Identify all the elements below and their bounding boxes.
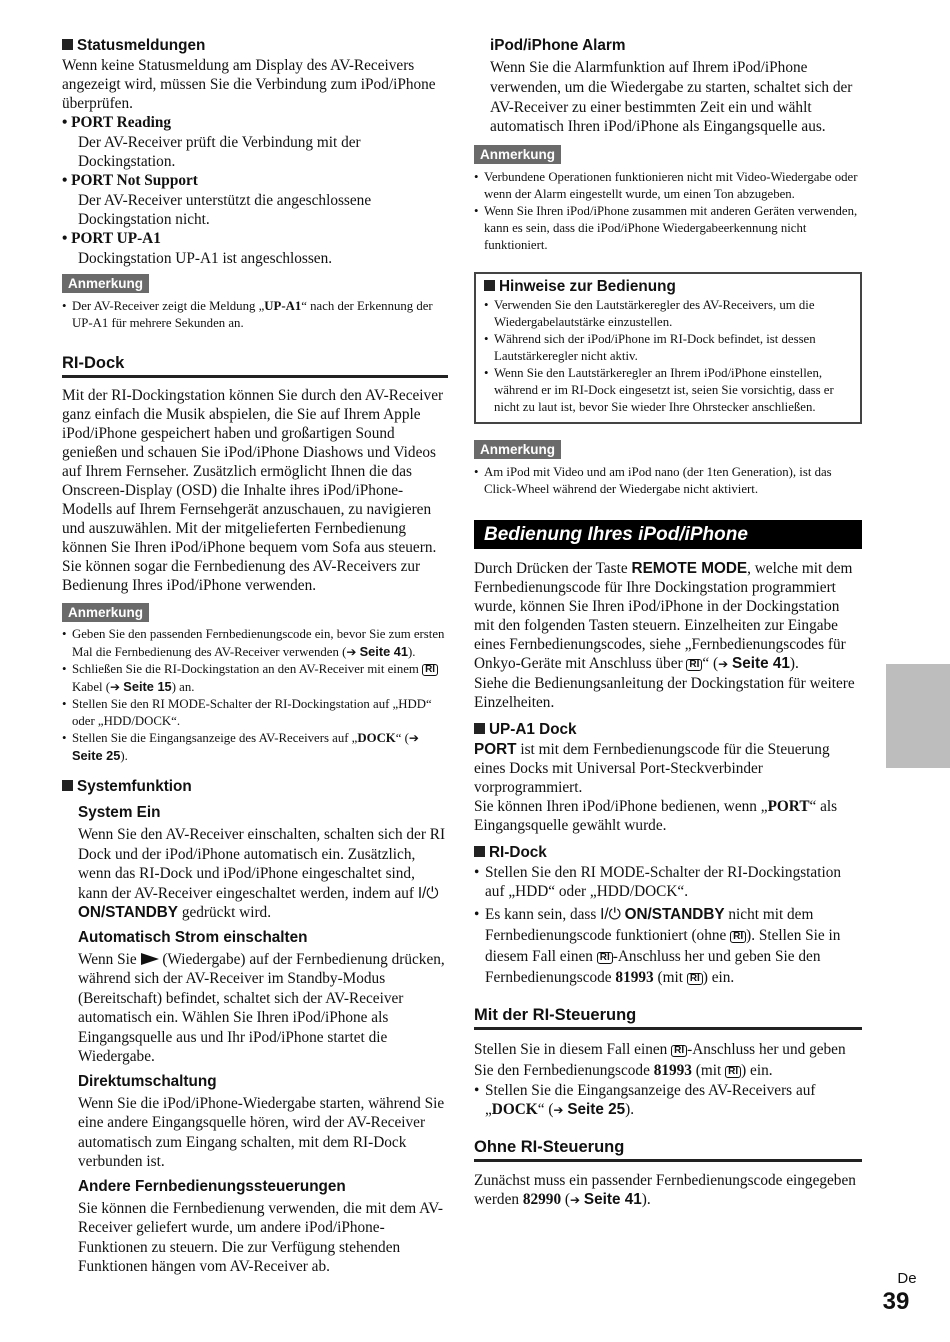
- side-tab: [886, 664, 950, 768]
- right-column: [474, 36, 862, 1210]
- ridock-body: Mit der RI-Dockingstation können Sie durch den AV-Receiver ganz einfach die Musik abspielen, die Sie auf Ihrem Apple iPod/iPhone gespeichert haben und großartigen Sound genießen und schauen Sie iPod/iPhone Diashows und Videos auf Ihrem Fernseher. Zusätzlich ermöglicht Ihnen die das Onscreen-Display (OSD) die Inhalte ihres iPod/iPhone-Modells auf Ihrem Fernsehgerät anzuschauen, zu navigieren und auszuwählen. Mit der mitgelieferten Fernbedienung können Sie Ihren iPod/iPhone bequem vom Sofa aus steuern. Sie können sogar die Fernbedienung des AV-Receivers zur Bedienung Ihres iPod/iPhone verwenden.: [62, 387, 444, 594]
- arrow-icon: ➔: [570, 1193, 581, 1208]
- other-remote-title: Andere Fernbedienungssteuerungen: [78, 1177, 346, 1195]
- ridock-heading: RI-Dock: [62, 352, 448, 378]
- ridock2-item-2: • Es kann sein, dass I/⏻ ON/STANDBY nicht mit dem Fernbedienungscode funktioniert (ohne RI ). Stellen Sie in diesem Fall einen RI -Anschluss her und geben Sie den Fernbedienungscode 81993 (mit RI ) ein.: [474, 904, 862, 988]
- mit-ri-heading: Mit der RI-Steuerung: [474, 1004, 862, 1030]
- status-desc-1: Der AV-Receiver prüft die Verbindung mit der Dockingstation.: [78, 134, 361, 170]
- square-bullet-icon: [474, 723, 485, 734]
- alarm-section: [474, 36, 862, 137]
- hint-1: • Verwenden Sie den Lautstärkeregler des AV-Receivers, um die Wiedergabelautstärke einzustellen.: [484, 297, 852, 331]
- auto-power-title: Automatisch Strom einschalten: [78, 928, 308, 946]
- ridock-note-list: [62, 626, 448, 765]
- ri-logo-icon: RI: [671, 1045, 687, 1057]
- direct-switch-title: Direktumschaltung: [78, 1072, 217, 1090]
- section-banner: Bedienung Ihres iPod/iPhone: [474, 520, 862, 549]
- ri-logo-icon: RI: [597, 952, 613, 964]
- status-heading: Statusmeldungen: [62, 36, 448, 56]
- status-term-3: • PORT UP-A1: [62, 230, 161, 247]
- square-bullet-icon: [474, 846, 485, 857]
- square-bullet-icon: [62, 39, 73, 50]
- other-remote-body: Sie können die Fernbedienung verwenden, die mit dem AV-Receiver geliefert wurde, um andere iPod/iPhone-Funktionen zu steuern. Die zur Verfügung stehenden Funktionen hängen vom AV-Receiver ab.: [78, 1199, 443, 1275]
- ridock-note-1: • Geben Sie den passenden Fernbedienungscode ein, bevor Sie zum ersten Mal die Fernbedienung des AV-Receiver verwenden (➔ Seite 41).: [62, 626, 448, 661]
- mit-ri-item: • Stellen Sie die Eingangsanzeige des AV-Receivers auf „DOCK“ (➔ Seite 25).: [474, 1081, 862, 1120]
- page-language: De: [897, 1270, 917, 1287]
- upa1-port: Sie können Ihren iPod/iPhone bedienen, wenn „PORT“ als Eingangsquelle gewählt wurde.: [474, 798, 838, 835]
- square-bullet-icon: [484, 280, 495, 291]
- upa1-heading: UP-A1 Dock: [474, 720, 862, 740]
- status-desc-2: Der AV-Receiver unterstützt die angeschlossene Dockingstation nicht.: [78, 192, 372, 228]
- status-note: • Der AV-Receiver zeigt die Meldung „UP-A1“ nach der Erkennung der UP-A1 für mehrere Sekunden an.: [62, 298, 448, 332]
- status-intro: Wenn keine Statusmeldung am Display des AV-Receivers angezeigt wird, müssen Sie die Verbindung zum iPod/iPhone überprüfen.: [62, 57, 436, 112]
- alarm-note-list: [474, 169, 862, 254]
- ri-logo-icon: RI: [686, 659, 702, 671]
- arrow-icon: ➔: [718, 657, 729, 672]
- hints-box: [474, 272, 862, 424]
- note-label: Anmerkung: [62, 274, 149, 293]
- arrow-icon: ➔: [553, 1103, 564, 1118]
- click-wheel-note: • Am iPod mit Video und am iPod nano (der 1ten Generation), ist das Click-Wheel während der Wiedergabe nicht aktiviert.: [474, 464, 862, 498]
- play-icon: [141, 953, 159, 965]
- hints-list: [484, 297, 852, 416]
- mit-ri-list: [474, 1081, 862, 1120]
- status-note-list: [62, 298, 448, 332]
- direct-switch-body: Wenn Sie die iPod/iPhone-Wiedergabe starten, während Sie eine andere Eingangsquelle hören, wird der AV-Receiver automatisch zum Eingang schalten, mit dem RI-Dock verbunden ist.: [78, 1094, 445, 1170]
- ridock-note-3: • Stellen Sie den RI MODE-Schalter der RI-Dockingstation auf „HDD“ oder „HDD/DOCK“.: [62, 696, 448, 730]
- arrow-icon: ➔: [110, 680, 121, 694]
- left-column: [62, 36, 448, 1277]
- ridock2-item-1: • Stellen Sie den RI MODE-Schalter der RI-Dockingstation auf „HDD“ oder „HDD/DOCK“.: [474, 863, 862, 901]
- ohne-ri-heading: Ohne RI-Steuerung: [474, 1136, 862, 1162]
- ri-logo-icon: RI: [687, 973, 703, 985]
- alarm-note-2: • Wenn Sie Ihren iPod/iPhone zusammen mit anderen Geräten verwenden, kann es sein, dass die iPod/iPhone Wiedergabeerkennung nicht funktioniert.: [474, 203, 862, 254]
- mit-ri-body: Stellen Sie in diesem Fall einen RI -Anschluss her und geben Sie den Fernbedienungscode 81993 (mit RI ) ein.: [474, 1041, 846, 1080]
- alarm-body: Wenn Sie die Alarmfunktion auf Ihrem iPod/iPhone verwenden, um die Wiedergabe zu starten, schaltet sich der AV-Receiver zu einer bestimmten Zeit ein und wählt automatisch Ihren iPod/iPhone als Eingangsquelle aus.: [490, 59, 853, 136]
- ohne-ri-body: Zunächst muss ein passender Fernbedienungscode eingegeben werden 82990 (➔ Seite 41).: [474, 1172, 856, 1209]
- note-label: Anmerkung: [474, 145, 561, 164]
- note-label: Anmerkung: [474, 440, 561, 459]
- system-heading: Systemfunktion: [62, 777, 448, 797]
- auto-power-body: Wenn Sie (Wiedergabe) auf der Fernbedienung drücken, während sich der AV-Receiver im Standby-Modus (Bereitschaft) befindet, schaltet sich der AV-Receiver automatisch ein. Wählen Sie Ihren iPod/iPhone als Eingangsquelle aus und Ihr iPod/iPhone startet die Wiedergabe.: [78, 950, 445, 1065]
- ri-logo-icon: RI: [730, 931, 746, 943]
- system-on-body: Wenn Sie den AV-Receiver einschalten, schalten sich der RI Dock und der iPod/iPhone automatisch ein. Zusätzlich, wenn das RI-Dock und iPod/iPhone eingeschaltet sind, kann der AV-Receiver eingeschaltet werden, indem auf I/⏻ ON/STANDBY gedrückt wird.: [78, 826, 446, 921]
- status-desc-3: Dockingstation UP-A1 ist angeschlossen.: [78, 250, 333, 267]
- page-number: 39: [882, 1288, 910, 1315]
- ridock2-list: [474, 863, 862, 988]
- ri-logo-icon: RI: [422, 664, 438, 676]
- hint-3: • Wenn Sie den Lautstärkeregler an Ihrem iPod/iPhone einstellen, während er im RI-Dock eingesetzt ist, seien Sie vorsichtig, dass er nicht zu laut ist, bevor Sie wieder Ihre Ohrstecker anschließen.: [484, 365, 852, 416]
- status-term-1: • PORT Reading: [62, 114, 172, 131]
- arrow-icon: ➔: [408, 731, 419, 745]
- square-bullet-icon: [62, 780, 73, 791]
- operation-see-manual: Siehe die Bedienungsanleitung der Dockingstation für weitere Einzelheiten.: [474, 675, 855, 712]
- ri-logo-icon: RI: [725, 1066, 741, 1078]
- ridock-note-4: • Stellen Sie die Eingangsanzeige des AV-Receivers auf „DOCK“ (➔ Seite 25).: [62, 730, 448, 765]
- hint-2: • Während sich der iPod/iPhone im RI-Dock befindet, ist dessen Lautstärkeregler nicht aktiv.: [484, 331, 852, 365]
- system-sections: [62, 803, 448, 1277]
- arrow-icon: ➔: [346, 645, 357, 659]
- hints-title: Hinweise zur Bedienung: [484, 277, 852, 297]
- note-label: Anmerkung: [62, 603, 149, 622]
- alarm-note-1: • Verbundene Operationen funktionieren nicht mit Video-Wiedergabe oder wenn der Alarm eingestellt wurde, um einen Ton abzugeben.: [474, 169, 862, 203]
- ridock-note-2: • Schließen Sie die RI-Dockingstation an den AV-Receiver mit einem RI Kabel (➔ Seite 15) an.: [62, 661, 448, 696]
- status-term-2: • PORT Not Support: [62, 172, 198, 189]
- upa1-body: PORT ist mit dem Fernbedienungscode für die Steuerung eines Docks mit Universal Port-Steckverbinder vorprogrammiert.: [474, 741, 830, 797]
- operation-intro: Durch Drücken der Taste REMOTE MODE, welche mit dem Fernbedienungscode für Ihre Dockingstation programmiert wurde, können Sie Ihren iPod/iPhone in der Dockingstation mit den folgenden Tasten steuern. Einzelheiten zur Eingabe eines Fernbedienungscodes, siehe „Fernbedienungscodes für Onkyo-Geräte mit Anschluss über RI “ (➔ Seite 41).: [474, 560, 853, 673]
- ridock2-heading: RI-Dock: [474, 843, 862, 863]
- alarm-title: iPod/iPhone Alarm: [490, 37, 626, 54]
- click-wheel-note-list: [474, 464, 862, 498]
- power-icon: I/⏻: [600, 906, 621, 924]
- system-on-title: System Ein: [78, 804, 161, 821]
- power-icon: I/⏻: [417, 884, 439, 902]
